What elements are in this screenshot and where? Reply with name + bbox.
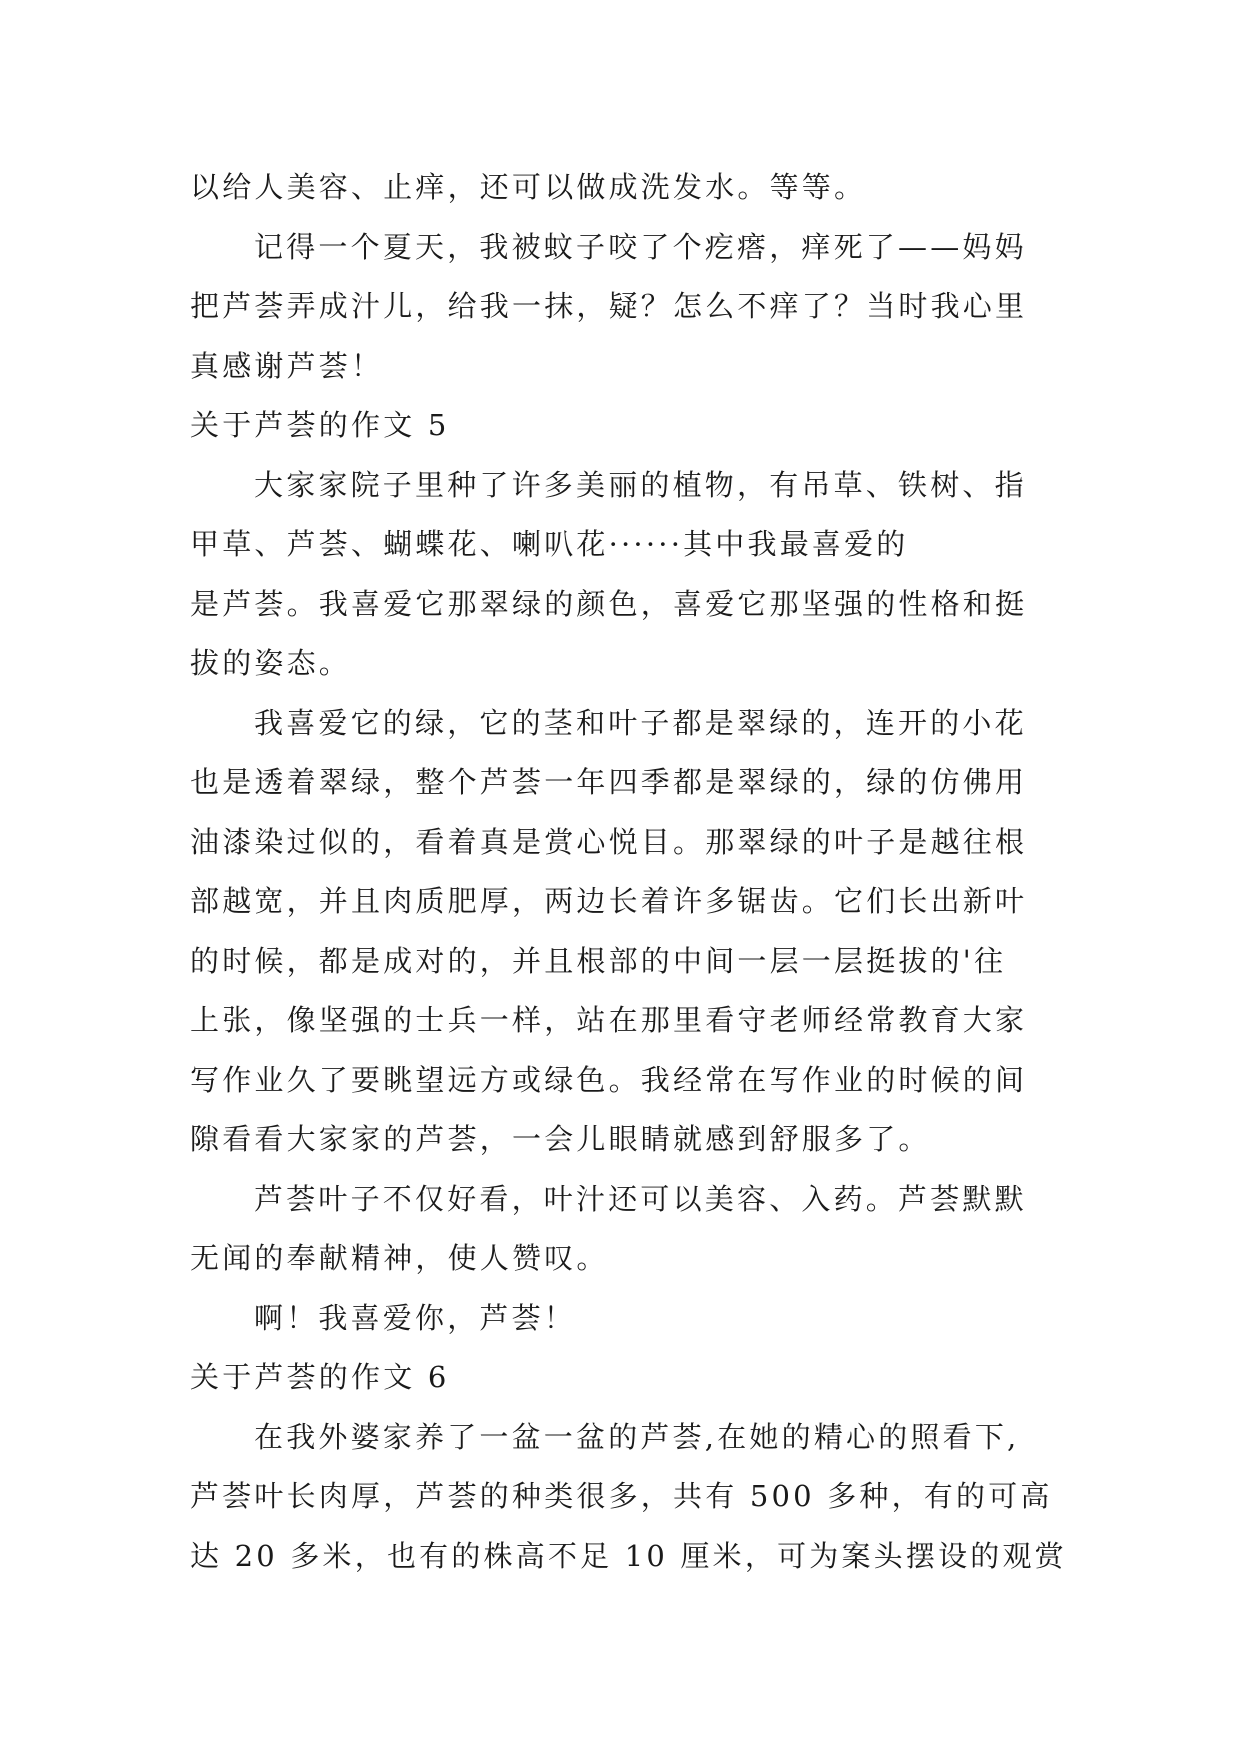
text-line: 也是透着翠绿，整个芦荟一年四季都是翠绿的，绿的仿佛用 [190, 765, 1028, 799]
text-line: 记得一个夏天，我被蚊子咬了个疙瘩，痒死了——妈妈 [254, 229, 1027, 264]
text-line: 真感谢芦荟！ [190, 348, 384, 383]
text-line: 以给人美容、止痒，还可以做成洗发水。等等。 [190, 170, 867, 204]
section-heading: 关于芦荟的作文 6 [190, 1360, 450, 1394]
text-line: 甲草、芦荟、蝴蝶花、喇叭花······其中我最喜爱的 [190, 527, 909, 561]
text-line: 的时候，都是成对的，并且根部的中间一层一层挺拔的'往 [190, 943, 1007, 978]
text-line: 达 20 多米，也有的株高不足 10 厘米，可为案头摆设的观赏 [190, 1538, 1067, 1573]
text-line: 在我外婆家养了一盆一盆的芦荟,在她的精心的照看下, [254, 1419, 1020, 1454]
text-line: 部越宽，并且肉质肥厚，两边长着许多锯齿。它们长出新叶 [190, 884, 1028, 918]
text-line: 芦荟叶长肉厚，芦荟的种类很多，共有 500 多种，有的可高 [190, 1479, 1053, 1513]
text-line: 把芦荟弄成汁儿，给我一抹，疑？怎么不痒了？当时我心里 [190, 289, 1028, 323]
section-heading: 关于芦荟的作文 5 [190, 408, 450, 442]
text-line: 写作业久了要眺望远方或绿色。我经常在写作业的时候的间 [190, 1062, 1028, 1097]
text-line: 油漆染过似的，看着真是赏心悦目。那翠绿的叶子是越往根 [190, 824, 1028, 859]
text-line: 无闻的奉献精神，使人赞叹。 [190, 1241, 609, 1275]
text-line: 我喜爱它的绿，它的茎和叶子都是翠绿的，连开的小花 [254, 705, 1027, 740]
document-body [190, 158, 1067, 1586]
text-line: 拔的姿态。 [190, 646, 352, 680]
text-line: 隙看看大家家的芦荟，一会儿眼睛就感到舒服多了。 [190, 1122, 931, 1156]
text-line: 上张，像坚强的士兵一样，站在那里看守老师经常教育大家 [190, 1003, 1028, 1037]
text-line: 芦荟叶子不仅好看，叶汁还可以美容、入药。芦荟默默 [254, 1181, 1027, 1216]
text-line: 是芦荟。我喜爱它那翠绿的颜色，喜爱它那坚强的性格和挺 [190, 586, 1028, 621]
text-line: 啊！我喜爱你，芦荟！ [254, 1300, 577, 1335]
text-line: 大家家院子里种了许多美丽的植物，有吊草、铁树、指 [254, 467, 1027, 502]
